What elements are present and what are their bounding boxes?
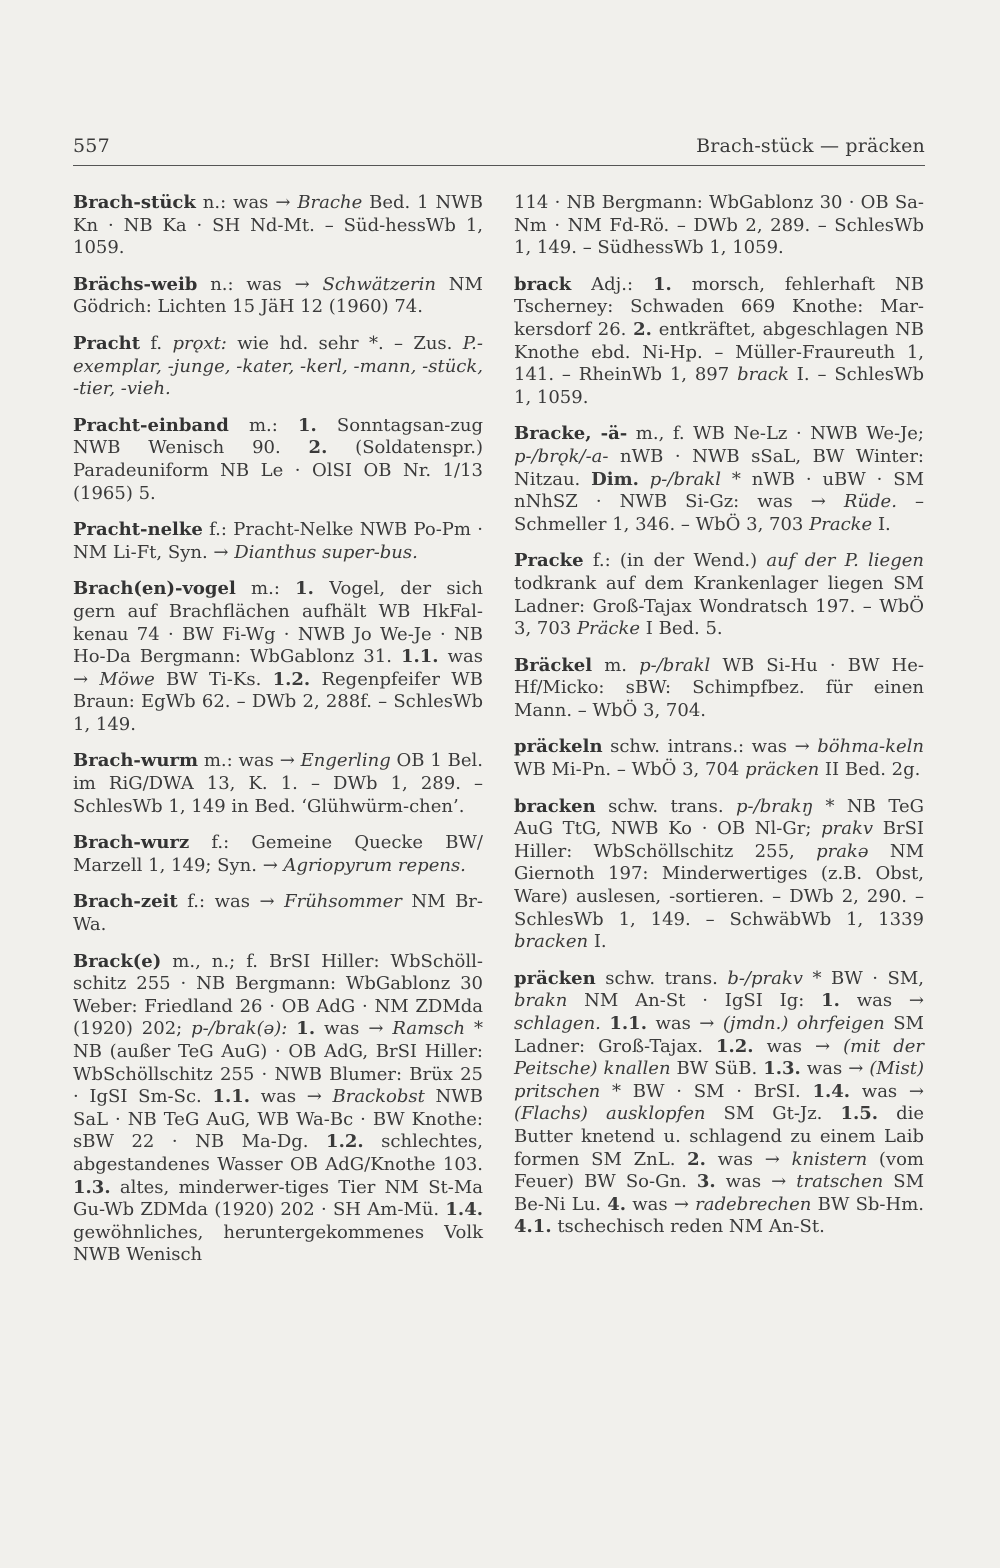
entry-text: wie hd. sehr *. – Zus. <box>226 332 463 354</box>
entry-text: (mit der Peitsche) knallen <box>514 1035 924 1080</box>
entry-text: Pracke <box>809 513 873 535</box>
entry-text: m., n.; f. BrSI Hiller: WbSchöll-schitz 255 · NB Bergmann: WbGablonz 30 Weber: Friedland 26 · OB AdG · NM ZDMda (1920) 202; <box>73 950 483 1040</box>
entry-text: knistern <box>791 1148 868 1170</box>
entry-text: * BW · SM, <box>802 967 924 989</box>
entry-text: Brackobst <box>332 1086 425 1108</box>
entry-text: bracken <box>514 931 589 953</box>
entry-text: p-/brak(ə): <box>191 1018 288 1040</box>
entry-text: * nWB · uBW · SM nNhSZ · NWB Si-Gz: was → <box>514 468 924 513</box>
entry-text: was → <box>715 1171 797 1193</box>
entry-text: 1. <box>653 273 672 295</box>
entry-text: 1.3. <box>73 1176 111 1198</box>
entry-headword: Brach-wurz <box>73 832 190 854</box>
entry-text: 1.1. <box>212 1086 251 1108</box>
dictionary-entry <box>73 832 483 877</box>
entry-text: 1.2. <box>272 668 311 690</box>
entry-text: m.: <box>228 414 298 436</box>
entry-headword: Brach-wurm <box>73 750 198 772</box>
entry-text: Dim. <box>591 468 639 490</box>
entry-text: 1. <box>297 414 317 436</box>
entry-text: schw. trans. <box>595 795 737 817</box>
entry-text: prakv <box>821 818 874 840</box>
entry-headword: Pracht-nelke <box>73 519 203 541</box>
entry-text: was → <box>73 646 483 690</box>
entry-text: Adj.: <box>571 273 654 295</box>
right-column <box>514 192 924 1253</box>
dictionary-entry <box>514 550 924 640</box>
entry-text: BW SüB. <box>670 1058 764 1080</box>
dictionary-entry <box>73 519 483 564</box>
entry-headword: Brach(en)-vogel <box>73 578 236 600</box>
entry-text: NM Br-Wa. <box>73 891 483 936</box>
entry-text: Regenpfeifer WB Braun: EgWb 62. – DWb 2, 288f. – SchlesWb 1, 149. <box>73 668 483 735</box>
left-column <box>73 192 483 1281</box>
entry-text: II Bed. 2g. <box>819 759 921 781</box>
entry-text: Engerling <box>300 750 391 772</box>
entry-text: was → <box>250 1086 333 1108</box>
entry-text: 2. <box>633 318 652 340</box>
page-header <box>73 131 925 166</box>
entry-text: 2. <box>687 1148 706 1170</box>
entry-text: 2. <box>308 437 328 459</box>
entry-text: – Schmeller 1, 346. – WbÖ 3, 703 <box>514 491 924 535</box>
entry-text: p-/brǫk/-a- <box>514 445 609 467</box>
entry-text: was → <box>646 1013 723 1034</box>
entry-headword: bracken <box>514 795 596 817</box>
entry-text: n.: was → <box>195 192 298 213</box>
entry-text: * NB TeG AuG TtG, NWB Ko · OB Nl-Gr; <box>514 795 924 840</box>
entry-text: Brache <box>297 192 363 213</box>
entry-text: BW Ti-Ks. <box>154 668 273 690</box>
entry-text: schlagen. <box>514 1013 601 1034</box>
entry-headword: Pracht <box>73 332 141 354</box>
entry-text: p-/brakŋ <box>736 795 814 817</box>
dictionary-entry <box>73 192 483 260</box>
dictionary-entry <box>73 274 483 319</box>
entry-text: f.: (in der Wend.) <box>583 550 767 572</box>
entry-text: 1.1. <box>400 646 439 668</box>
entry-text: die Butter knetend u. schlagend zu einem Laib formen SM ZnL. <box>514 1103 925 1170</box>
entry-text: prakə <box>816 840 869 862</box>
entry-text: 1.4. <box>445 1199 483 1221</box>
entry-text: Schwätzerin <box>322 273 436 295</box>
entry-text: Ramsch <box>392 1018 466 1040</box>
entry-text: P.-exemplar, -junge, -kater, -kerl, -mann, -stück, -tier, -vieh. <box>73 332 483 400</box>
entry-text: NM Giernoth 197: Minderwertiges (z.B. Obst, Ware) auslesen, -sortieren. – DWb 2, 290. – SchlesWb 1, 149. – SchwäbWb 1, 1339 <box>514 840 924 930</box>
dictionary-entry <box>73 951 483 1267</box>
dictionary-entry <box>514 274 924 410</box>
running-head: Brach-stück — präcken <box>696 135 925 157</box>
entry-text: Bed. 1 NWB Kn · NB Ka · SH Nd-Mt. – Süd-hessWb 1, 1059. <box>73 192 483 259</box>
entry-text: morsch, fehlerhaft NB Tscherney: Schwaden 669 Knothe: Mar-kersdorf 26. <box>514 273 924 340</box>
entry-text: schw. intrans.: was → <box>602 736 818 758</box>
entry-text: (Soldatenspr.) Paradeuniform NB Le · OlSI OB Nr. 1/13 (1965) 5. <box>73 437 483 504</box>
entry-text: Möwe <box>99 668 155 690</box>
entry-text: m.: was → <box>198 750 301 772</box>
entry-headword: Bracke, -ä- <box>514 423 628 445</box>
dictionary-entry <box>73 578 483 736</box>
entry-text: (jmdn.) ohrfeigen <box>722 1013 885 1034</box>
entry-text: 4.1. <box>514 1216 552 1238</box>
entry-text: * BW · SM · BrSI. <box>600 1080 813 1102</box>
dictionary-entry <box>514 655 924 723</box>
entry-text: (Mist) pritschen <box>514 1058 925 1102</box>
entry-text: was → <box>753 1035 844 1057</box>
entry-headword: Pracht-einband <box>73 414 229 436</box>
entry-text: BW Sb-Hm. <box>811 1193 924 1215</box>
dictionary-entry <box>514 968 924 1239</box>
entry-text: I. – SchlesWb 1, 1059. <box>514 364 924 408</box>
entry-text: SM Ladner: Groß-Tajax. <box>514 1013 924 1057</box>
entry-text: (Flachs) ausklopfen <box>514 1103 706 1125</box>
entry-headword: Bräckel <box>514 654 593 676</box>
entry-text: tschechisch reden NM An-St. <box>551 1216 825 1238</box>
entry-text: 1.3. <box>763 1058 801 1080</box>
entry-text: 1. <box>295 578 314 600</box>
entry-text: entkräftet, abgeschlagen NB Knothe ebd. Ni-Hp. – Müller-Fraureuth 1, 141. – RheinWb 1, 897 <box>514 318 924 386</box>
dictionary-entry <box>73 333 483 401</box>
entry-text: 1.4. <box>812 1080 851 1102</box>
entry-text: brakn <box>514 990 568 1012</box>
entry-text: altes, minderwer-tiges Tier NM St-Ma Gu-Wb ZDMda (1920) 202 · SH Am-Mü. <box>73 1176 483 1221</box>
dictionary-entry <box>514 796 924 954</box>
entry-text: m., f. WB Ne-Lz · NWB We-Je; <box>627 423 924 445</box>
entry-text: 1.2. <box>326 1131 364 1153</box>
entry-text: brack <box>737 364 789 386</box>
entry-text: m.: <box>235 578 296 600</box>
entry-text: was → <box>839 990 924 1012</box>
entry-text: Vogel, der sich gern auf Brachflächen aufhält WB HkFal-kenau 74 · BW Fi-Wg · NWB Jo We-Je · NB Ho-Da Bergmann: WbGablonz 31. <box>73 578 483 668</box>
entry-text: böhma-keln <box>817 736 924 758</box>
entry-text: was → <box>626 1193 696 1215</box>
entry-text: (vom Feuer) BW So-Gn. <box>514 1148 924 1193</box>
entry-headword: präckeln <box>514 736 603 758</box>
entry-text: 1.2. <box>715 1035 754 1057</box>
entry-text: Dianthus super-bus. <box>234 541 418 563</box>
entry-text: I. <box>588 931 607 953</box>
entry-text: 1.5. <box>840 1103 879 1125</box>
dictionary-entry <box>514 423 924 536</box>
entry-text: todkrank auf dem Krankenlager liegen SM Ladner: Groß-Tajax Wondratsch 197. – WbÖ 3, 703 <box>514 572 924 640</box>
entry-text: SM Gt-Jz. <box>705 1103 841 1125</box>
entry-text: Agriopyrum repens. <box>283 854 466 876</box>
dictionary-entry <box>73 415 483 505</box>
entry-text: was → <box>705 1148 792 1170</box>
entry-text: Sonntagsan-zug NWB Wenisch 90. <box>73 414 483 459</box>
entry-text: 3. <box>696 1171 716 1193</box>
entry-text: NM Gödrich: Lichten 15 JäH 12 (1960) 74. <box>73 273 483 318</box>
dictionary-entry <box>73 750 483 818</box>
entry-text: 114 · NB Bergmann: WbGablonz 30 · OB Sa-Nm · NM Fd-Rö. – DWb 2, 289. – SchlesWb 1, 149. – SüdhessWb 1, 1059. <box>514 192 924 259</box>
entry-text: b-/prakv <box>727 967 803 989</box>
entry-text: SM Be-Ni Lu. <box>514 1171 925 1215</box>
entry-text: Präcke <box>576 618 641 640</box>
entry-headword: Pracke <box>514 550 584 572</box>
entry-text: f.: Pracht-Nelke NWB Po-Pm · NM Li-Ft, Syn. → <box>73 519 483 563</box>
entry-text: was → <box>315 1018 393 1040</box>
dictionary-entry <box>514 192 924 260</box>
entry-text: f.: was → <box>177 891 285 913</box>
entry-text: schw. trans. <box>595 967 728 989</box>
entry-text: n.: was → <box>197 273 323 295</box>
entry-text: I. <box>872 513 891 535</box>
entry-text: tratschen <box>796 1171 884 1193</box>
entry-text: OB 1 Bel. im RiG/DWA 13, K. 1. – DWb 1, 289. – SchlesWb 1, 149 in Bed. ‘Glühwürm-chen’. <box>73 750 483 817</box>
entry-text: NM An-St · IgSI Ig: <box>567 990 822 1012</box>
entry-text: auf der P. liegen <box>766 550 924 572</box>
entry-text: 1. <box>821 990 840 1012</box>
entry-text: m. <box>592 654 640 676</box>
entry-headword: brack <box>514 273 572 295</box>
entry-text: 1. <box>296 1018 316 1040</box>
entry-text: gewöhnliches, heruntergekommenes Volk NWB Wenisch <box>73 1221 483 1266</box>
entry-headword: Brack(e) <box>73 950 162 972</box>
entry-text: I Bed. 5. <box>640 618 723 640</box>
entry-headword: Brächs-weib <box>73 273 198 295</box>
page-number: 557 <box>73 135 110 157</box>
entry-text: was → <box>850 1080 925 1102</box>
entry-text: p-/brakl <box>639 654 711 676</box>
entry-text: f. <box>140 332 173 354</box>
entry-text: radebrechen <box>695 1193 812 1215</box>
entry-text: prǫxt: <box>172 332 227 354</box>
entry-text: WB Si-Hu · BW He-Hf/Micko: sBW: Schimpfbez. für einen Mann. – WbÖ 3, 704. <box>514 654 924 721</box>
entry-text <box>639 469 650 490</box>
entry-text: Frühsommer <box>284 891 402 913</box>
entry-headword: präcken <box>514 967 596 989</box>
entry-text: nWB · NWB sSaL, BW Winter: Nitzau. <box>514 445 924 490</box>
entry-text: WB Mi-Pn. – WbÖ 3, 704 <box>514 759 746 781</box>
dictionary-entry <box>514 736 924 781</box>
dictionary-entry <box>73 891 483 936</box>
entry-text: schlechtes, abgestandenes Wasser OB AdG/Knothe 103. <box>73 1131 483 1175</box>
entry-text: p-/brakl <box>649 468 721 490</box>
entry-headword: Brach-zeit <box>73 891 178 913</box>
entry-headword: Brach-stück <box>73 192 196 213</box>
entry-text: präcken <box>745 759 820 781</box>
entry-text: Rüde. <box>843 491 897 513</box>
entry-text: 4. <box>607 1193 626 1215</box>
entry-text: BrSI Hiller: WbSchöllschitz 255, <box>514 818 925 862</box>
entry-text: NWB SaL · NB TeG AuG, WB Wa-Bc · BW Knothe: sBW 22 · NB Ma-Dg. <box>73 1086 484 1153</box>
entry-text: f.: Gemeine Quecke BW/ Marzell 1, 149; Syn. → <box>73 832 483 876</box>
entry-text: 1.1. <box>609 1013 647 1034</box>
entry-text: * NB (außer TeG AuG) · OB AdG, BrSI Hiller: WbSchöllschitz 255 · NWB Blumer: Brüx 25 · IgSI Sm-Sc. <box>73 1018 483 1108</box>
entry-text: was → <box>800 1058 870 1080</box>
entry-text <box>287 1018 296 1039</box>
